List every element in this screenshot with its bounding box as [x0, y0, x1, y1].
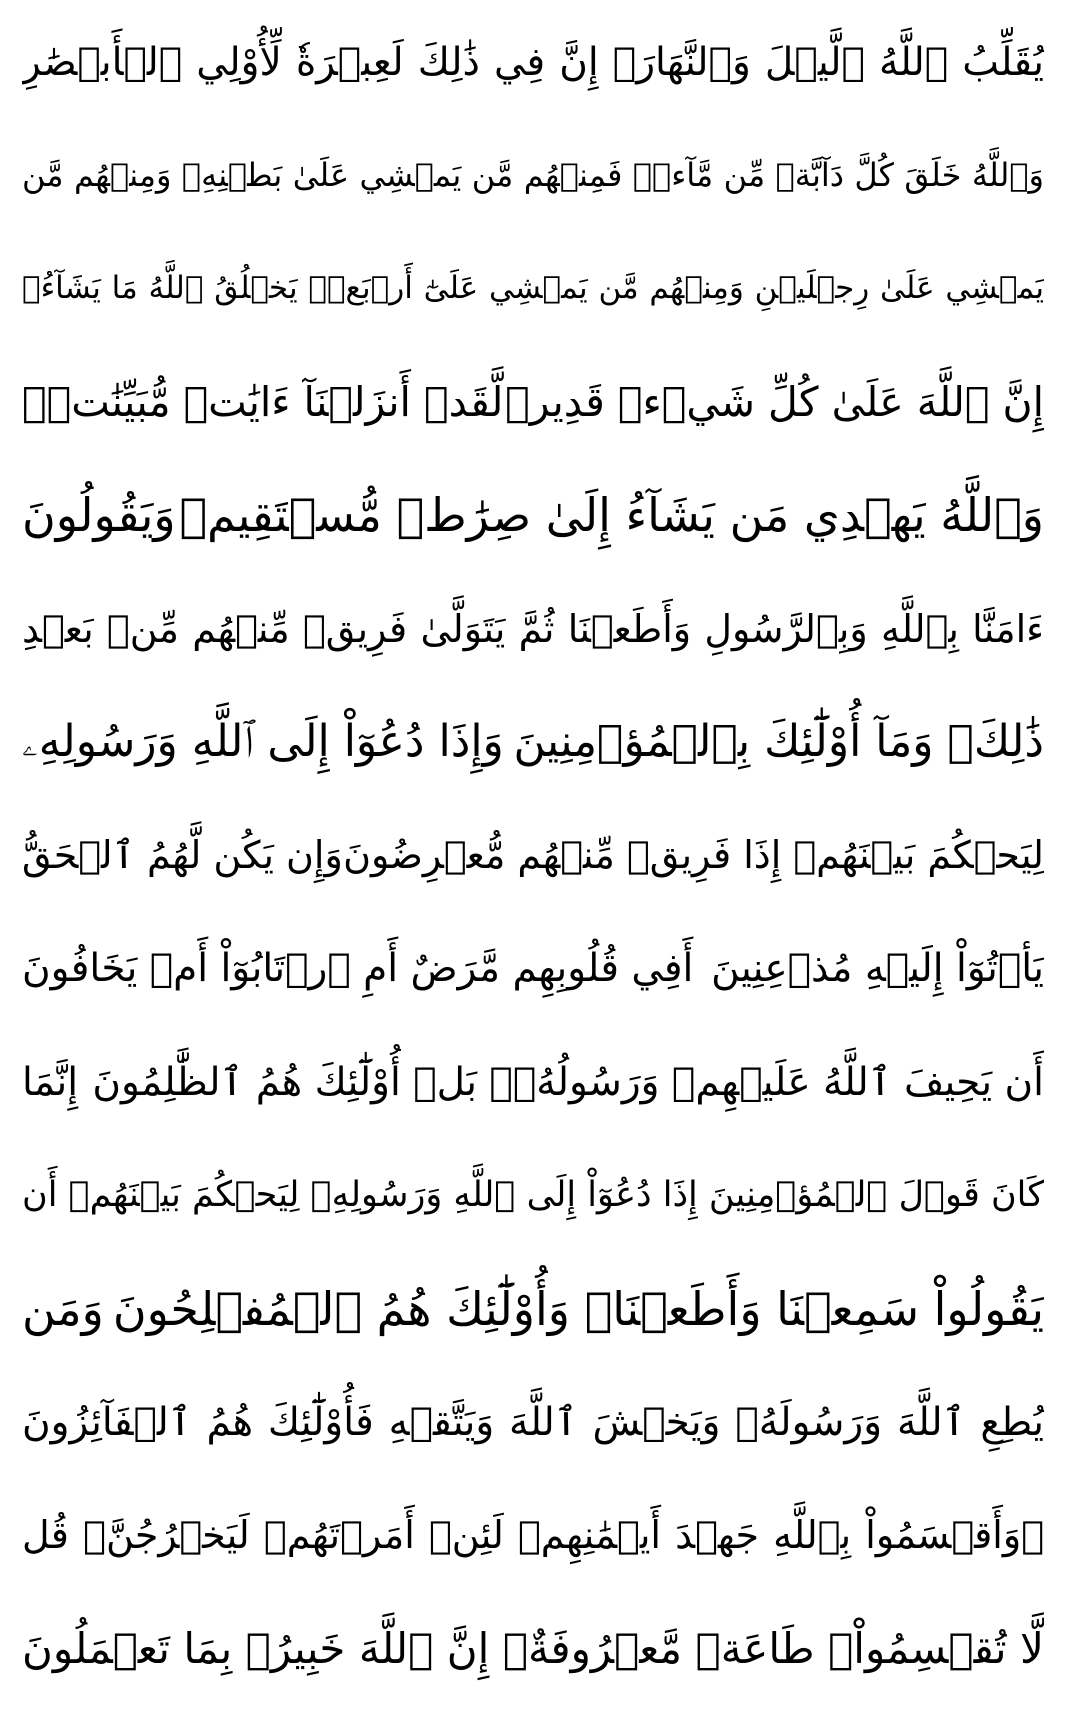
- verse-lines: [22, 8, 1044, 1703]
- verse-text: يُطِعِ ٱللَّهَ وَرَسُولَهُۥ وَيَخۡشَ ٱللَّهَ وَيَتَّقۡهِ فَأُوْلَٰٓئِكَ هُمُ ٱلۡفَآئِزُونَ: [22, 1399, 1044, 1445]
- verse-line: [22, 1255, 1044, 1363]
- verse-line: [22, 1481, 1044, 1589]
- verse-text: وَمَن: [22, 1281, 104, 1336]
- verse-line: [22, 8, 1044, 116]
- verse-text: يَأۡتُوٓاْ إِلَيۡهِ مُذۡعِنِينَ: [711, 946, 1044, 992]
- verse-text: لَّا تُقۡسِمُواْۖ طَاعَةٞ مَّعۡرُوفَةٌۚ إِنَّ ٱللَّهَ خَبِيرُۢ بِمَا تَعۡمَلُونَ: [22, 1623, 1044, 1673]
- verse-line: [22, 688, 1044, 796]
- verse-text: أَفِي قُلُوبِهِم مَّرَضٌ أَمِ ٱرۡتَابُوٓاْ أَمۡ يَخَافُونَ: [22, 946, 694, 992]
- verse-text: يَمۡشِي عَلَىٰ رِجۡلَيۡنِ وَمِنۡهُم مَّن يَمۡشِي عَلَىٰٓ أَرۡبَعٖۚ يَخۡلُقُ ٱللَّهُ مَا يَشَآءُۚ: [22, 270, 1044, 307]
- verse-line: [22, 1595, 1044, 1703]
- verse-line: [22, 461, 1044, 569]
- verse-text: وَٱللَّهُ يَهۡدِي مَن يَشَآءُ إِلَىٰ صِرَٰطٖ مُّسۡتَقِيمٖ: [179, 488, 1044, 543]
- verse-line: [22, 575, 1044, 683]
- verse-line: [22, 1368, 1044, 1476]
- verse-text: إِنَّمَا: [22, 1059, 79, 1105]
- verse-text: وَيَقُولُونَ: [22, 488, 176, 543]
- verse-text: وَإِذَا دُعُوٓاْ إِلَى ٱللَّهِ وَرَسُولِهِۦ: [22, 716, 504, 768]
- verse-line: [22, 915, 1044, 1023]
- verse-line: [22, 1028, 1044, 1136]
- verse-text: وَٱللَّهُ خَلَقَ كُلَّ دَآبَّةٖ مِّن مَّآءٖۖ فَمِنۡهُم مَّن يَمۡشِي عَلَىٰ بَطۡنِهِۦ وَمِنۡهُم مَّن: [22, 156, 1044, 195]
- verse-text: كَانَ قَوۡلَ ٱلۡمُؤۡمِنِينَ إِذَا دُعُوٓاْ إِلَى ٱللَّهِ وَرَسُولِهِۦ لِيَحۡكُمَ بَيۡنَهُمۡ أَن: [22, 1174, 1044, 1215]
- verse-line: [22, 1141, 1044, 1249]
- verse-text: يُقَلِّبُ ٱللَّهُ ٱلَّيۡلَ وَٱلنَّهَارَۚ إِنَّ فِي ذَٰلِكَ لَعِبۡرَةٗ لِّأُوْلِي ٱلۡأَبۡصَٰرِ: [22, 39, 1044, 85]
- verse-text: ءَامَنَّا بِٱللَّهِ وَبِٱلرَّسُولِ وَأَطَعۡنَا ثُمَّ يَتَوَلَّىٰ فَرِيقٞ مِّنۡهُم مِّنۢ بَعۡدِ: [22, 606, 1044, 651]
- verse-text: لِيَحۡكُمَ بَيۡنَهُمۡ إِذَا فَرِيقٞ مِّنۡهُم مُّعۡرِضُونَ: [343, 833, 1044, 878]
- verse-line: [22, 235, 1044, 343]
- verse-text: ۞وَأَقۡسَمُواْ بِٱللَّهِ جَهۡدَ أَيۡمَٰنِهِمۡ لَئِنۡ أَمَرۡتَهُمۡ لَيَخۡرُجُنَّۖ قُل: [22, 1513, 1044, 1558]
- verse-text: أَن يَحِيفَ ٱللَّهُ عَلَيۡهِمۡ وَرَسُولُهُۥۚ بَلۡ أُوْلَٰٓئِكَ هُمُ ٱلظَّٰلِمُونَ: [92, 1059, 1044, 1105]
- verse-text: لَّقَدۡ أَنزَلۡنَآ ءَايَٰتٖ مُّبَيِّنَٰتٖۚ: [22, 377, 504, 426]
- verse-line: [22, 348, 1044, 456]
- verse-text: وَإِن يَكُن لَّهُمُ ٱلۡحَقُّ: [22, 833, 343, 878]
- verse-text: إِنَّ ٱللَّهَ عَلَىٰ كُلِّ شَيۡءٖ قَدِيرٞ: [505, 377, 1044, 426]
- verse-line: [22, 121, 1044, 229]
- verse-text: يَقُولُواْ سَمِعۡنَا وَأَطَعۡنَاۚ وَأُوْلَٰٓئِكَ هُمُ ٱلۡمُفۡلِحُونَ: [112, 1281, 1044, 1336]
- verse-line: [22, 801, 1044, 909]
- verse-text: ذَٰلِكَۚ وَمَآ أُوْلَٰٓئِكَ بِٱلۡمُؤۡمِنِينَ: [513, 716, 1044, 768]
